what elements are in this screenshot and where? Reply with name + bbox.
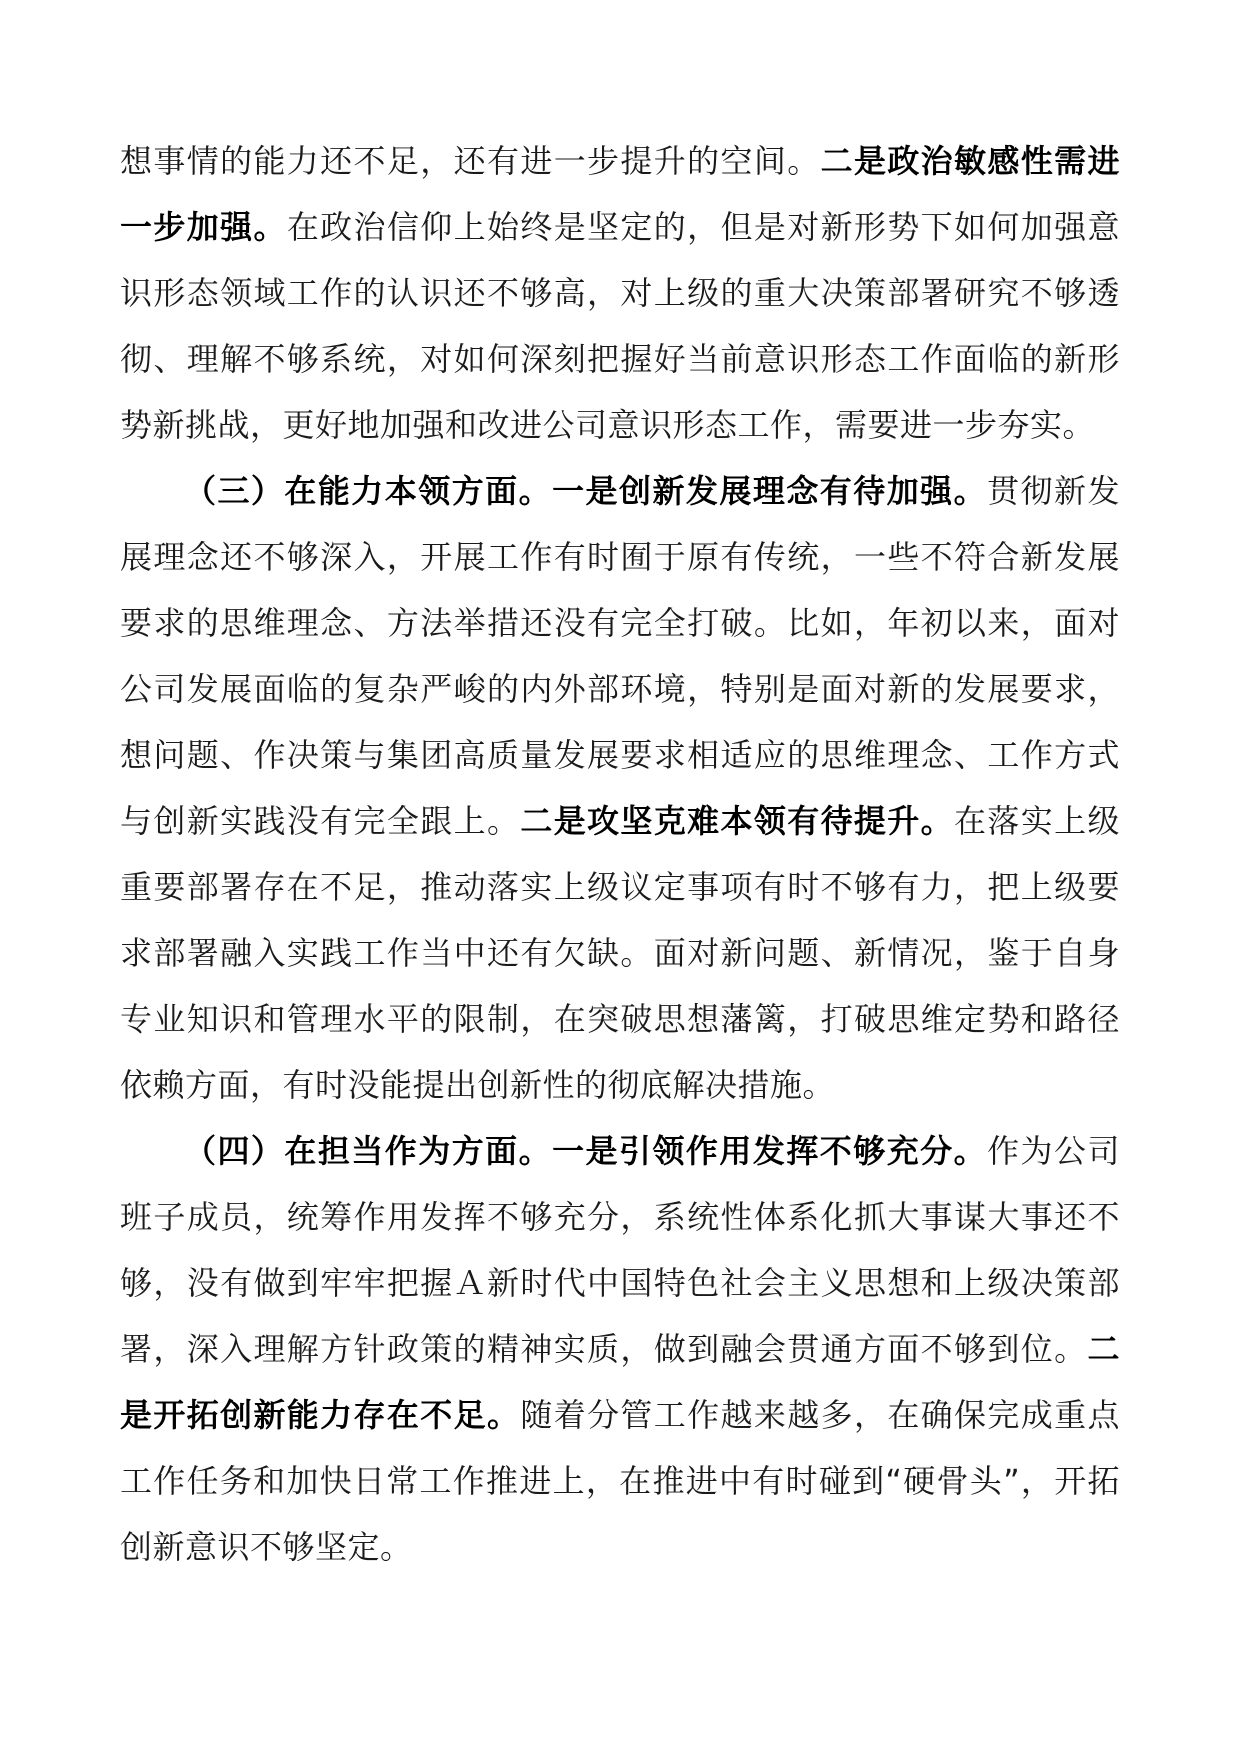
- bold-heading: 二是开拓创新能力存在不足。: [120, 1330, 1120, 1434]
- body-text: 在政治信仰上始终是坚定的，但是对新形势下如何加强意识形态领域工作的认识还不够高，对上级的重大决策部署研究不够透彻、理解不够系统，对如何深刻把握好当前意识形态工作面临的新形势新挑战，更好地加强和改进公司意识形态工作，需要进一步夯实。: [120, 208, 1120, 444]
- paragraph-2: [120, 458, 1120, 1118]
- body-text: 想事情的能力还不足，还有进一步提升的空间。: [120, 142, 821, 180]
- bold-heading: 二是攻坚克难本领有待提升。: [520, 802, 955, 840]
- body-text: 在落实上级重要部署存在不足，推动落实上级议定事项有时不够有力，把上级要求部署融入实践工作当中还有欠缺。面对新问题、新情况，鉴于自身专业知识和管理水平的限制，在突破思想藩篱，打破思维定势和路径依赖方面，有时没能提出创新性的彻底解决措施。: [120, 802, 1120, 1104]
- paragraph-3: [120, 1118, 1120, 1580]
- bold-heading: （四）在担当作为方面。一是引领作用发挥不够充分。: [184, 1132, 988, 1170]
- body-text: 作为公司班子成员，统筹作用发挥不够充分，系统性体系化抓大事谋大事还不够，没有做到牢牢把握Ａ新时代中国特色社会主义思想和上级决策部署，深入理解方针政策的精神实质，做到融会贯通方面不够到位。: [120, 1132, 1120, 1368]
- bold-heading: 二是政治敏感性需进一步加强。: [120, 142, 1120, 246]
- body-text: 贯彻新发展理念还不够深入，开展工作有时囿于原有传统，一些不符合新发展要求的思维理念、方法举措还没有完全打破。比如，年初以来，面对公司发展面临的复杂严峻的内外部环境，特别是面对新的发展要求，想问题、作决策与集团高质量发展要求相适应的思维理念、工作方式与创新实践没有完全跟上。: [120, 472, 1120, 840]
- body-text: 随着分管工作越来越多，在确保完成重点工作任务和加快日常工作推进上，在推进中有时碰到“硬骨头”，开拓创新意识不够坚定。: [120, 1396, 1120, 1566]
- bold-heading: （三）在能力本领方面。一是创新发展理念有待加强。: [184, 472, 988, 510]
- document-page: [120, 128, 1120, 1580]
- paragraph-1: [120, 128, 1120, 458]
